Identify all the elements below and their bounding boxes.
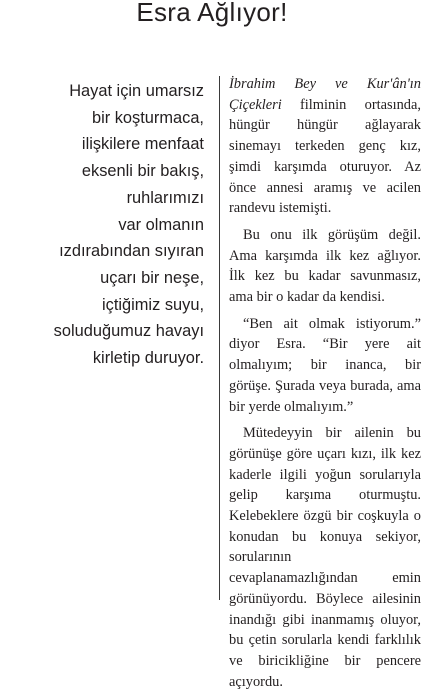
pull-quote-line: soluduğumuz havayı	[53, 322, 204, 341]
body-paragraph: Bu onu ilk görüşüm değil. Ama karşımda ilk kez ağlıyor. İlk kez bu kadar savunmasız, ama bir o kadar da kendisi.	[229, 226, 421, 306]
pull-quote-line: bir koşturmaca,	[91, 108, 204, 127]
pull-quote	[14, 78, 204, 372]
pull-quote-line: eksenli bir bakış,	[81, 162, 204, 181]
pull-quote-line: kirletip duruyor.	[92, 349, 204, 368]
pull-quote-line: Hayat için umarsız	[69, 82, 204, 100]
pull-quote-line: ızdırabından sıyıran	[59, 242, 204, 261]
body-paragraph	[229, 74, 421, 219]
pull-quote-line: var olmanın	[118, 215, 204, 234]
body-paragraph: Mütedeyyin bir ailenin bu görünüşe göre uçarı kızı, ilk kez kaderle ilgili yoğun sorularıyla gelip karşıma oturmuştu. Kelebeklere özgü bir coşkuyla o konudan bu konuya sekiyor, sorularının cevaplanamazlığından emin görünüyordu. Böylece ailesinin inandığı gibi inanmamış oluyor, bu çetin sorularla kendi farklılık ve biricikliğine bir pencere açıyordu.	[229, 425, 421, 690]
pull-quote-line: ilişkilere menfaat	[81, 135, 204, 154]
pull-quote-line: içtiğimiz suyu,	[101, 295, 204, 314]
pull-quote-line: uçarı bir neşe,	[100, 268, 204, 287]
article-body	[229, 74, 421, 692]
body-paragraph: “Ben ait olmak istiyorum.” diyor Esra. “Bir yere ait olmalıyım; bir inanca, bir görüşe. Şurada veya burada, ama bir yerde olmalıyım.”	[229, 315, 421, 415]
film-title: İbrahim Bey ve Kur'ân'ın Çiçekleri	[229, 76, 421, 113]
pull-quote-line: ruhlarımızı	[126, 188, 204, 207]
column-divider	[219, 76, 220, 600]
paragraph-text: filminin ortasında, hüngür hüngür ağlayarak sinemayı terkeden genç kız, şimdi karşımda oturuyor. Az önce annesi aramış ve acilen randevu istemişti.	[229, 96, 421, 217]
page-title: Esra Ağlıyor!	[136, 0, 288, 27]
